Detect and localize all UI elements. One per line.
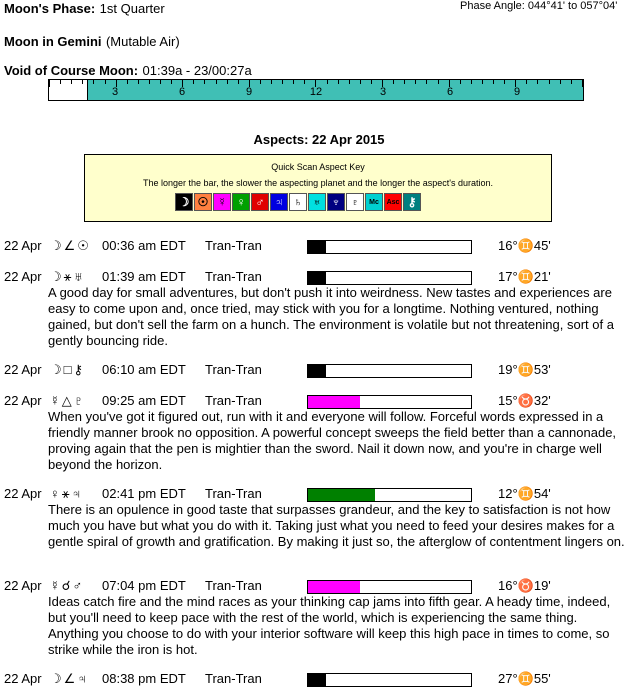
aspect-position: 15°♉32' — [498, 393, 551, 408]
aspects-title: Aspects: 22 Apr 2015 — [253, 132, 385, 147]
timebar-tick — [371, 80, 372, 84]
timebar-tick — [193, 80, 194, 84]
timebar-tick — [127, 80, 128, 84]
aspect-interpretation: There is an opulence in good taste that surpasses grandeur, and the key to satisfaction is not how much you have but what you do with it. Taking just what you need to feed your desires makes for a gentle spiral of growth and gratification. By making it just so, the afterglow of contentment lingers on. — [48, 502, 625, 549]
timebar-tick — [49, 80, 50, 87]
moon-phase-row — [4, 0, 165, 18]
aspect-key-glyph: ☽ — [175, 193, 193, 211]
aspect-type: Tran-Tran — [205, 486, 262, 501]
timebar-hour-label: 6 — [446, 86, 454, 98]
timebar-tick — [560, 80, 561, 84]
timebar-tick — [504, 80, 505, 84]
void-of-course-value: 01:39a - 23/00:27a — [142, 63, 252, 78]
timebar-tick — [82, 80, 83, 84]
timebar-tick — [526, 80, 527, 84]
aspect-duration-bar — [307, 364, 472, 378]
aspect-duration-fill — [308, 396, 360, 408]
aspect-duration-bar — [307, 240, 472, 254]
timebar-tick — [438, 80, 439, 84]
aspect-key-box — [84, 154, 552, 222]
timebar-tick — [537, 80, 538, 84]
aspect-position: 27°♊55' — [498, 671, 551, 686]
timebar-tick — [60, 80, 61, 84]
aspect-date: 22 Apr — [4, 238, 42, 253]
aspect-key-glyph: Asc — [384, 193, 402, 211]
timebar-tick — [93, 80, 94, 84]
timebar-tick — [338, 80, 339, 84]
aspect-time: 06:10 am EDT — [102, 362, 186, 377]
aspect-type: Tran-Tran — [205, 671, 262, 686]
aspect-key-glyphs — [175, 193, 422, 211]
aspect-date: 22 Apr — [4, 393, 42, 408]
aspect-glyphs: ☽⚹♅ — [50, 269, 86, 284]
aspect-key-glyph: ♄ — [289, 193, 307, 211]
timebar-tick — [160, 80, 161, 84]
void-of-course-row — [4, 62, 252, 80]
aspect-key-title: Quick Scan Aspect Key — [271, 162, 365, 172]
aspect-interpretation: Ideas catch fire and the mind races as your thinking cap jams into fifth gear. A heady time, indeed, but you'll need to keep pace with the rest of the world, which is experiencing the same thing. Anything you choose to do with your interior software will keep this high pace in times to come, so strike while the iron is hot. — [48, 594, 611, 657]
aspect-duration-bar — [307, 271, 472, 285]
timebar-hour-label: 9 — [513, 86, 521, 98]
timebar-hour-label: 6 — [178, 86, 186, 98]
timebar-tick — [149, 80, 150, 84]
aspect-date: 22 Apr — [4, 362, 42, 377]
timebar-tick — [571, 80, 572, 84]
aspect-duration-fill — [308, 365, 326, 377]
timebar-tick — [327, 80, 328, 84]
aspect-key-description: The longer the bar, the slower the aspecting planet and the longer the aspect's duration. — [143, 178, 493, 188]
timebar-tick — [393, 80, 394, 84]
aspect-type: Tran-Tran — [205, 238, 262, 253]
aspect-type: Tran-Tran — [205, 393, 262, 408]
aspect-key-glyph: ♆ — [327, 193, 345, 211]
aspect-time: 09:25 am EDT — [102, 393, 186, 408]
aspect-duration-fill — [308, 581, 360, 593]
timebar-tick — [216, 80, 217, 84]
timebar-tick — [493, 80, 494, 84]
aspect-time: 00:36 am EDT — [102, 238, 186, 253]
aspect-interpretation: A good day for small adventures, but don't push it into weirdness. New tastes and experiences are easy to come upon and, once tried, may stick with you for a longtime. Nothing ventured, nothing gained, but don't sell the farm on a hunch. The environment is volatile but not threatening, sort of a gently bouncing ride. — [48, 285, 614, 348]
moon-sign-label: Moon in Gemini — [4, 34, 102, 49]
aspect-time: 08:38 pm EDT — [102, 671, 186, 686]
timebar-tick — [227, 80, 228, 84]
timebar-tick — [304, 80, 305, 84]
timebar-tick — [460, 80, 461, 84]
timebar-tick — [471, 80, 472, 84]
void-of-course-label: Void of Course Moon: — [4, 63, 139, 78]
timebar-tick — [349, 80, 350, 84]
aspect-time: 01:39 am EDT — [102, 269, 186, 284]
timebar-tick — [482, 80, 483, 84]
aspect-position: 16°♊45' — [498, 238, 551, 253]
aspect-key-glyph: Mc — [365, 193, 383, 211]
timebar-tick — [71, 80, 72, 84]
timebar-hour-label: 3 — [111, 86, 119, 98]
aspect-glyphs: ☽∠♃ — [50, 671, 90, 686]
aspect-key-glyph: ♅ — [308, 193, 326, 211]
aspect-date: 22 Apr — [4, 578, 42, 593]
moon-sign-row — [4, 33, 180, 51]
aspect-time: 02:41 pm EDT — [102, 486, 186, 501]
timebar-tick — [404, 80, 405, 84]
aspect-interpretation: When you've got it figured out, run with it and everyone will follow. Forceful words expressed in a friendly manner brook no opposition. A powerful concept sweeps the field better than a cannonade, proving again that the pen is mightier than the sword. Nail it down now, and you're in charge well beyond the horizon. — [48, 409, 617, 472]
aspect-position: 12°♊54' — [498, 486, 551, 501]
timebar-tick — [426, 80, 427, 84]
aspect-position: 17°♊21' — [498, 269, 551, 284]
phase-angle: Phase Angle: 044°41' to 057°04' — [460, 0, 618, 12]
aspect-key-glyph: ♃ — [270, 193, 288, 211]
aspect-date: 22 Apr — [4, 269, 42, 284]
aspect-duration-bar — [307, 395, 472, 409]
aspect-duration-fill — [308, 489, 375, 501]
timebar-tick — [204, 80, 205, 84]
aspect-key-glyph: ☿ — [213, 193, 231, 211]
timebar-tick — [582, 80, 583, 87]
aspect-time: 07:04 pm EDT — [102, 578, 186, 593]
aspect-key-glyph: ♇ — [346, 193, 364, 211]
aspect-duration-fill — [308, 272, 326, 284]
aspect-glyphs: ☿☌♂ — [50, 578, 85, 593]
timebar-tick — [282, 80, 283, 84]
timebar-hour-label: 9 — [245, 86, 253, 98]
aspect-date: 22 Apr — [4, 671, 42, 686]
timebar-tick — [138, 80, 139, 84]
timebar-tick — [238, 80, 239, 84]
aspect-duration-fill — [308, 241, 326, 253]
moon-sign-element: (Mutable Air) — [105, 34, 180, 49]
timebar-tick — [415, 80, 416, 84]
aspect-position: 19°♊53' — [498, 362, 551, 377]
aspect-duration-bar — [307, 580, 472, 594]
timebar-hour-label: 12 — [309, 86, 323, 98]
aspect-duration-bar — [307, 488, 472, 502]
aspect-glyphs: ☿△♇ — [50, 393, 86, 408]
moon-phase-value: 1st Quarter — [99, 1, 165, 16]
aspect-type: Tran-Tran — [205, 269, 262, 284]
aspect-duration-fill — [308, 674, 326, 686]
aspect-type: Tran-Tran — [205, 362, 262, 377]
timebar-tick — [105, 80, 106, 84]
timebar-tick — [293, 80, 294, 84]
timebar-tick — [260, 80, 261, 84]
aspect-key-glyph: ♀ — [232, 193, 250, 211]
moon-phase-label: Moon's Phase: — [4, 1, 96, 16]
aspect-duration-bar — [307, 673, 472, 687]
aspect-position: 16°♉19' — [498, 578, 551, 593]
aspect-type: Tran-Tran — [205, 578, 262, 593]
timebar-tick — [360, 80, 361, 84]
timebar-tick — [549, 80, 550, 84]
aspect-key-glyph: ⚷ — [403, 193, 421, 211]
aspect-date: 22 Apr — [4, 486, 42, 501]
void-of-course-timebar — [48, 79, 584, 101]
aspect-glyphs: ♀⚹♃ — [50, 486, 84, 501]
timebar-tick — [171, 80, 172, 84]
aspect-key-glyph: ☉ — [194, 193, 212, 211]
aspect-key-glyph: ♂ — [251, 193, 269, 211]
timebar-hour-label: 3 — [379, 86, 387, 98]
timebar-tick — [271, 80, 272, 84]
aspect-glyphs: ☽□⚷ — [50, 362, 86, 377]
aspect-glyphs: ☽∠☉ — [50, 238, 91, 253]
